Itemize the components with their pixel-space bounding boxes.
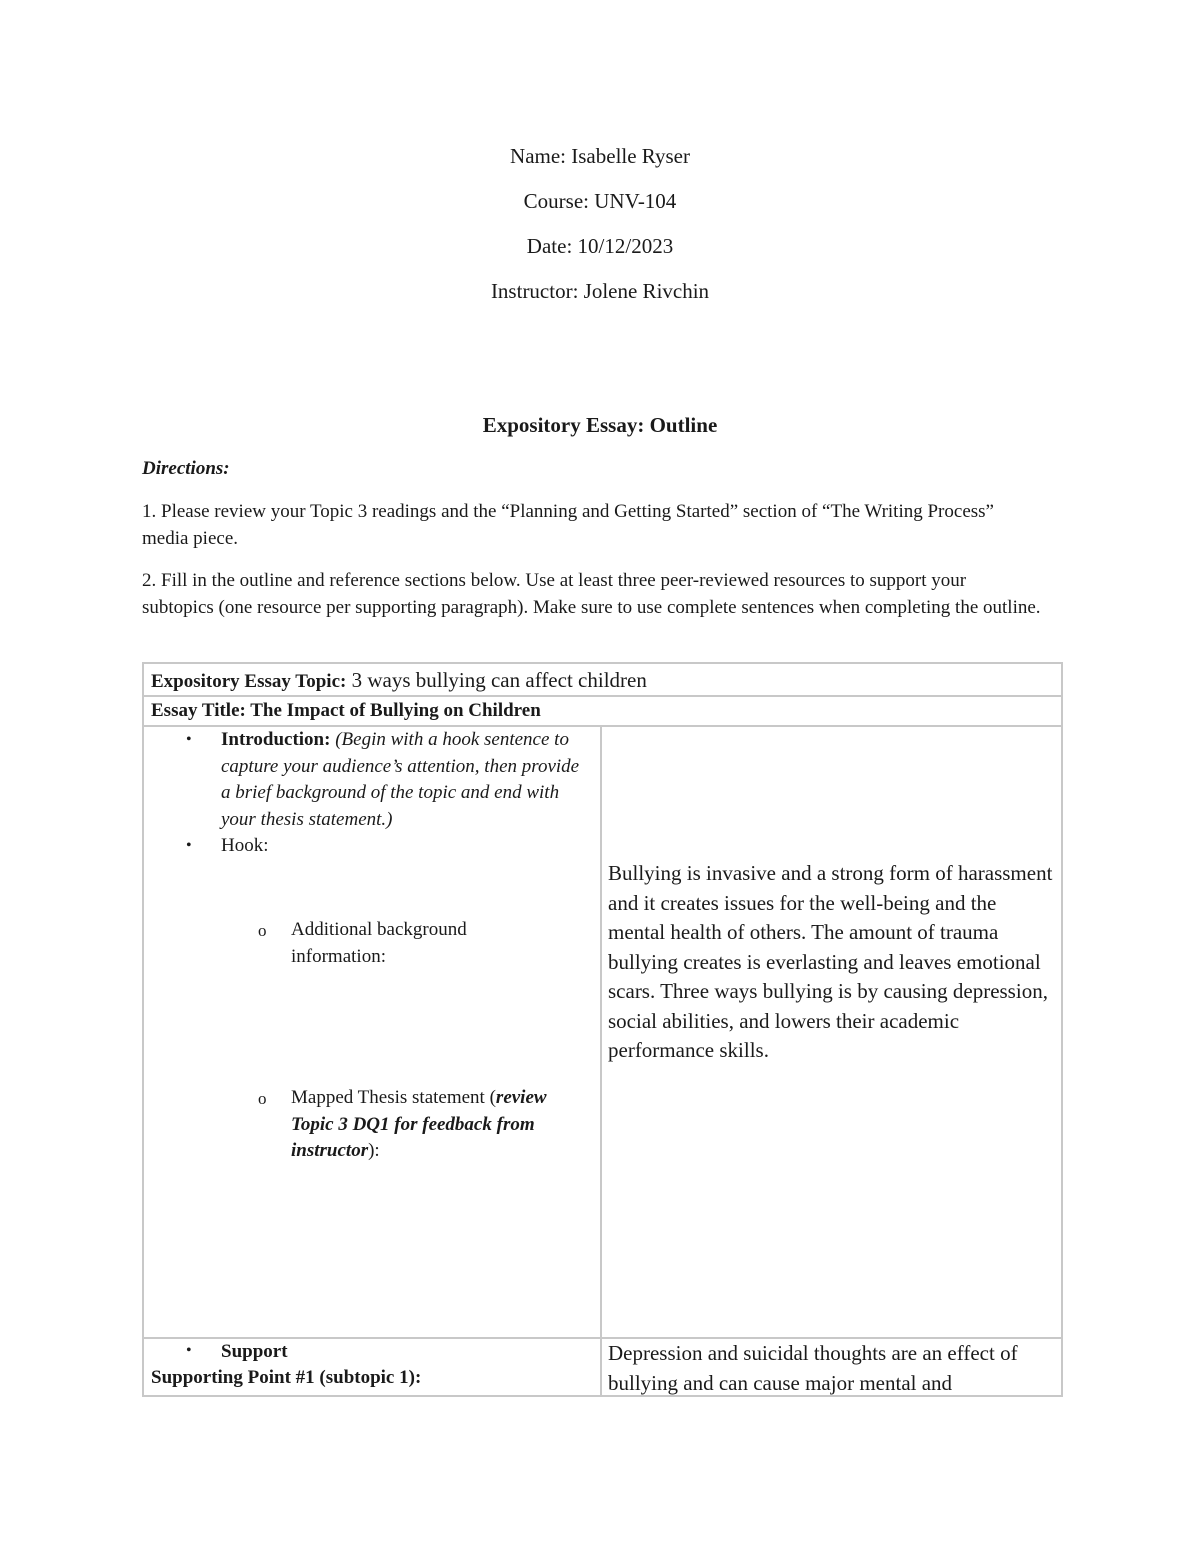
bullet-icon: •: [186, 837, 192, 854]
sub-bullet-icon: o: [258, 921, 267, 940]
instructor: Instructor: Jolene Rivchin: [490, 279, 710, 303]
thesis-answer: Bullying is invasive and a strong form of harassment and it creates issues for the well-being and the mental health of others. The amount of trauma bullying creates is everlasting and leaves emotional scars. Three ways bullying is by causing depression, social abilities, and lowers their academic performance skills.: [608, 861, 1053, 1062]
title-row: [143, 696, 1062, 726]
outline-table: [142, 662, 1063, 1397]
support-answer-cell: [601, 1338, 1062, 1396]
essay-title: Essay Title: The Impact of Bullying on Children: [151, 700, 541, 721]
thesis-label-end: ):: [368, 1140, 380, 1161]
intro-prompt-cell: [143, 726, 601, 1338]
thesis-label-text: Mapped Thesis statement (: [291, 1087, 496, 1108]
document-title: Expository Essay: Outline: [482, 413, 718, 437]
date: Date: 10/12/2023: [526, 234, 674, 258]
hook-label: Hook:: [221, 835, 269, 856]
topic-row: [143, 663, 1062, 696]
intro-instructions-text: (Begin with a hook sentence to capture your audience’s attention, then provide a brief background of the topic and end with your thesis statement.): [221, 729, 580, 830]
bullet-icon: •: [186, 1342, 192, 1359]
intro-row: [143, 726, 1062, 1338]
intro-label: Introduction:: [221, 729, 331, 750]
bullet-icon: •: [186, 731, 192, 748]
topic-cell: [143, 663, 1062, 696]
support-answer: Depression and suicidal thoughts are an effect of bullying and can cause major mental and: [608, 1341, 1018, 1395]
topic-value: 3 ways bullying can affect children: [346, 668, 647, 692]
thesis-label-emphasis: review Topic 3 DQ1 for feedback from instructor: [291, 1087, 547, 1161]
title-cell: [143, 696, 1062, 726]
directions-heading: Directions:: [142, 458, 230, 479]
direction-2: 2. Fill in the outline and reference sections below. Use at least three peer-reviewed resources to support your subtopics (one resource per supporting paragraph). Make sure to use complete sentences when completing the outline.: [142, 570, 1041, 618]
support-label: Support: [221, 1341, 288, 1362]
supporting-point-label: Supporting Point #1 (subtopic 1):: [151, 1367, 422, 1388]
intro-answer-cell: [601, 726, 1062, 1338]
support-row: [143, 1338, 1062, 1396]
intro-instructions: [221, 727, 593, 833]
student-name: Name: Isabelle Ryser: [510, 144, 690, 168]
course: Course: UNV-104: [523, 189, 677, 213]
sub-bullet-icon: o: [258, 1089, 267, 1108]
background-label: Additional background information:: [291, 919, 467, 967]
thesis-label: [291, 1085, 591, 1165]
topic-label: Expository Essay Topic:: [151, 671, 347, 692]
direction-1: 1. Please review your Topic 3 readings and the “Planning and Getting Started” section of “The Writing Process” media piece.: [142, 501, 994, 549]
support-prompt-cell: [143, 1338, 601, 1396]
